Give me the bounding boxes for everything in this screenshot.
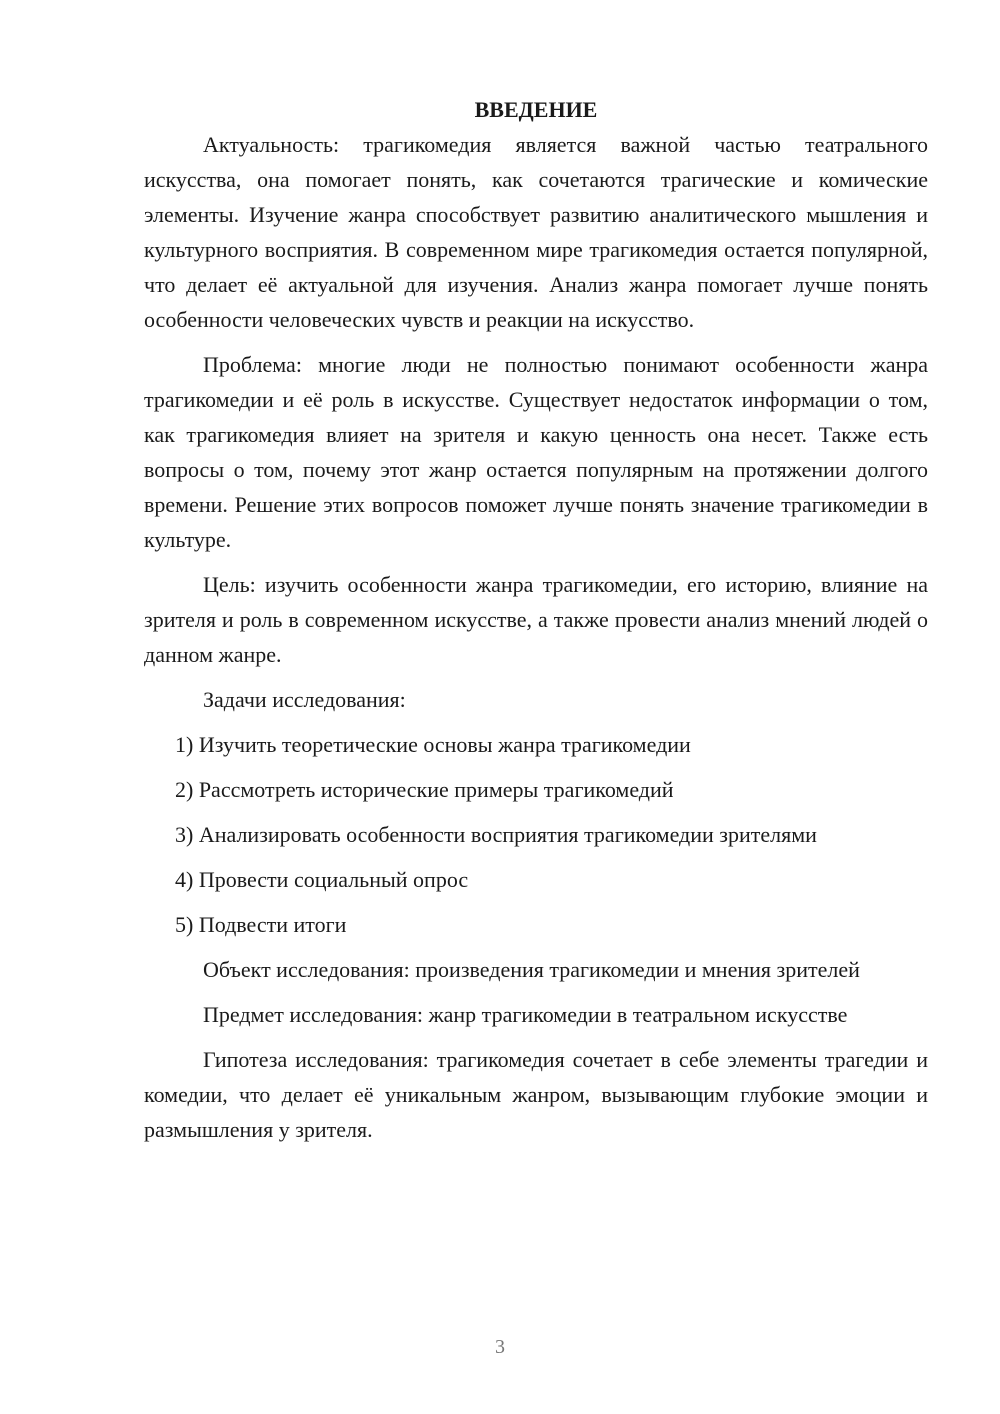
task-item: 1) Изучить теоретические основы жанра трагикомедии (175, 732, 691, 757)
hypothesis-paragraph: Гипотеза исследования: трагикомедия сочетает в себе элементы трагедии и комедии, что делает её уникальным жанром, вызывающим глубокие эмоции и размышления у зрителя. (144, 1047, 928, 1142)
task-item: 3) Анализировать особенности восприятия трагикомедии зрителями (175, 822, 817, 847)
tasks-title: Задачи исследования: (203, 687, 406, 712)
task-item: 2) Рассмотреть исторические примеры трагикомедий (175, 777, 674, 802)
object-paragraph: Объект исследования: произведения трагикомедии и мнения зрителей (203, 957, 860, 982)
task-item: 4) Провести социальный опрос (175, 867, 469, 892)
goal-paragraph: Цель: изучить особенности жанра трагикомедии, его историю, влияние на зрителя и роль в современном искусстве, а также провести анализ мнений людей о данном жанре. (144, 572, 928, 667)
relevance-paragraph: Актуальность: трагикомедия является важной частью театрального искусства, она помогает понять, как сочетаются трагические и комические элементы. Изучение жанра способствует развитию аналитического мышления и культурного восприятия. В современном мире трагикомедия остается популярной, что делает её актуальной для изучения. Анализ жанра помогает лучше понять особенности человеческих чувств и реакции на искусство. (144, 132, 928, 332)
task-item: 5) Подвести итоги (175, 912, 347, 937)
subject-paragraph: Предмет исследования: жанр трагикомедии в театральном искусстве (203, 1002, 848, 1027)
problem-paragraph: Проблема: многие люди не полностью понимают особенности жанра трагикомедии и её роль в искусстве. Существует недостаток информации о том, как трагикомедия влияет на зрителя и какую ценность она несет. Также есть вопросы о том, почему этот жанр остается популярным на протяжении долгого времени. Решение этих вопросов поможет лучше понять значение трагикомедии в культуре. (144, 352, 928, 552)
document-page (144, 92, 928, 1157)
page-number: 3 (495, 1336, 505, 1358)
section-heading: ВВЕДЕНИЕ (474, 97, 598, 122)
